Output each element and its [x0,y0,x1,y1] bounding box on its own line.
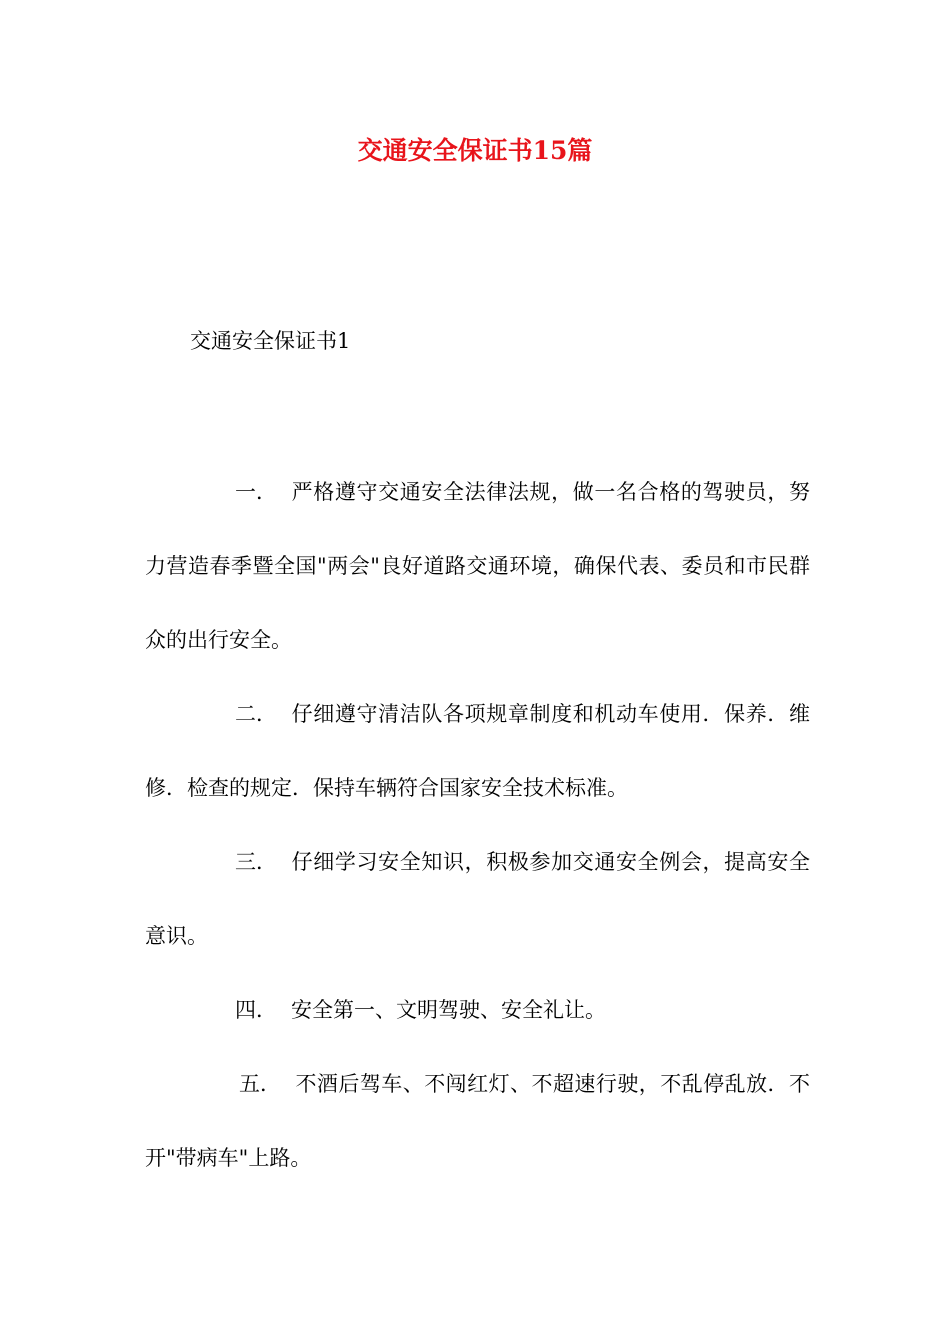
paragraph-number: 一． [235,480,277,504]
paragraph-text: 安全第一、文明驾驶、安全礼让。 [291,998,606,1022]
paragraph-text: 仔细学习安全知识，积极参加交通安全例会，提高安全意识。 [145,850,810,948]
section-heading: 交通安全保证书1 [190,329,351,353]
paragraph-4 [145,973,810,1047]
paragraph-2 [145,677,810,825]
paragraph-text: 不酒后驾车、不闯红灯、不超速行驶，不乱停乱放．不开"带病车"上路。 [145,1072,810,1170]
paragraph-5 [145,1047,810,1195]
paragraph-1 [145,455,810,677]
paragraph-number: 五． [239,1072,281,1096]
paragraph-text: 仔细遵守清洁队各项规章制度和机动车使用．保养．维修．检查的规定．保持车辆符合国家安全技术标准。 [145,702,810,800]
paragraph-text: 严格遵守交通安全法律法规，做一名合格的驾驶员，努力营造春季暨全国"两会"良好道路交通环境，确保代表、委员和市民群众的出行安全。 [145,480,810,652]
document-title: 交通安全保证书15篇 [357,136,593,165]
paragraph-number: 四． [235,998,277,1022]
paragraph-3 [145,825,810,973]
paragraph-number: 三． [235,850,277,874]
paragraph-number: 二． [235,702,277,726]
